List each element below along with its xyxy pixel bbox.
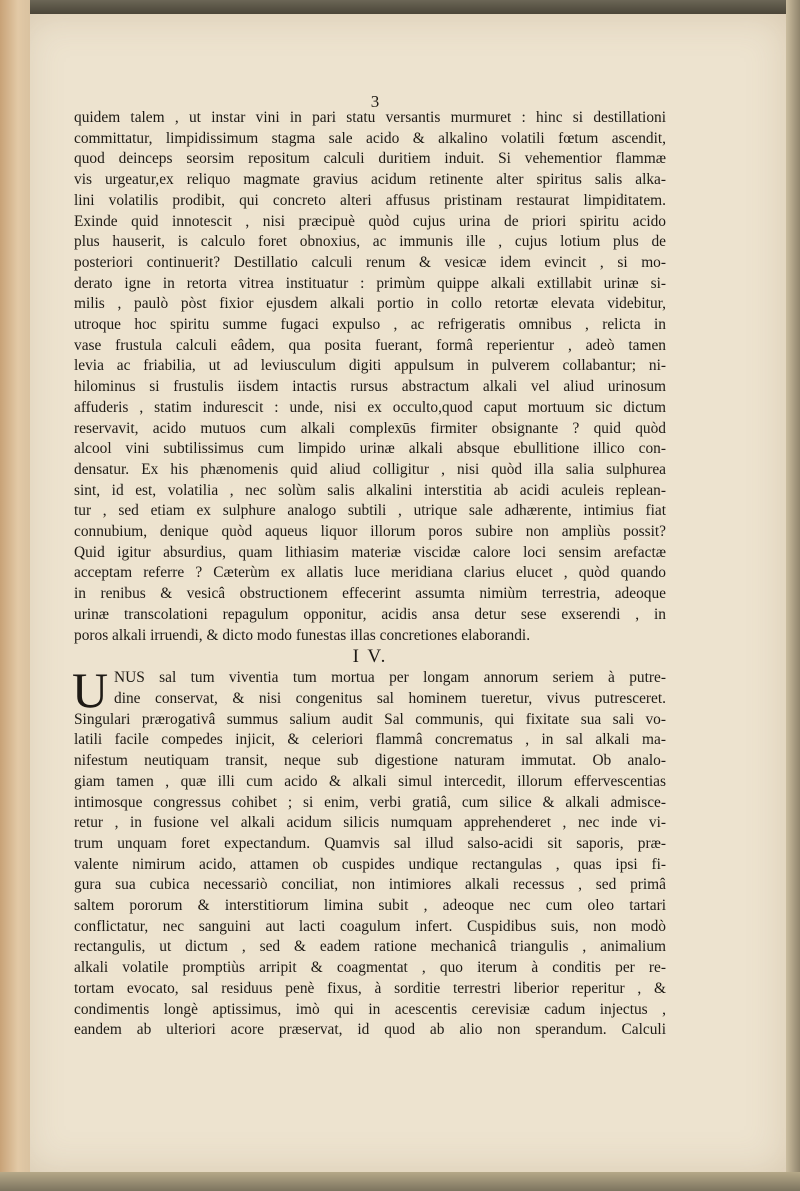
text-line: valente nimirum acido, attamen ob cuspides undique rectangulas , quas ipsi fi- — [74, 855, 666, 873]
page-number: 3 — [370, 92, 380, 111]
text-line: derato igne in retorta vitrea instituatur : primùm quippe alkali extillabit urinæ si- — [74, 274, 666, 292]
text-line: tortam evocato, sal residuus penè fixus, à sorditie terrestri liberior reperitur , & — [74, 979, 666, 997]
text-line: plus hauserit, is calculo foret obnoxius, ac immunis ille , cujus lotium plus de — [74, 233, 666, 251]
text-line: nifestum neutiquam transit, neque sub digestione naturam immutat. Ob analo- — [74, 752, 666, 770]
text-line: quidem talem , ut instar vini in pari statu versantis murmuret : hinc si destillationi — [74, 109, 666, 126]
page-gutter — [0, 0, 30, 1191]
text-line: dine conservat, & nisi congenitus sal hominem tueretur, vivus putresceret. — [114, 689, 666, 707]
text-line: connubium, denique quòd aqueus liquor illorum poros subire non ampliùs possit? — [74, 523, 666, 541]
binding-top — [0, 0, 800, 14]
text-line: rectangulis, ut dictum , sed & eadem ratione mechanicâ triangulis , animalium — [74, 938, 666, 956]
text-line: milis , paulò pòst fixior ejusdem alkali portio in collo retortæ elevata videbitur, — [74, 295, 666, 313]
text-line: quod deinceps seorsim repositum calculi duritiem induit. Si vehementior flammæ — [74, 150, 666, 168]
text-line: giam tamen , quæ illi cum acido & alkali simul intercedit, illorum effervescentias — [74, 772, 666, 790]
text-line: NUS sal tum viventia tum mortua per longam annorum seriem à putre- — [114, 669, 666, 687]
text-line: reservavit, acido mutuos cum alkali complexūs firmiter obsignante ? quid quòd — [74, 419, 666, 437]
text-line: tur , sed etiam ex sulphure analogo subtili , utrique sale adhærente, intimius fiat — [74, 502, 666, 520]
text-line: poros alkali irruendi, & dicto modo funestas illas concretiones elaborandi. — [74, 626, 531, 644]
drop-cap: U — [72, 662, 109, 719]
page-edge-right — [786, 0, 800, 1191]
text-line: levia ac friabilia, ut ad leviusculum digiti appulsum in pulverem collabantur; ni- — [74, 357, 666, 375]
paragraph-2 — [72, 662, 666, 1041]
text-line: Exinde quid innotescit , nisi præcipuè quòd cujus urina de priori spiritu acido — [74, 212, 666, 230]
paragraph-1 — [74, 108, 666, 646]
text-line: in renibus & vesicâ obstructionem effecerint assumta nimiùm terrestria, adeoque — [74, 585, 666, 603]
text-line: vis urgeatur,ex reliquo magmate gravius acidum retinente alter spiritus salis alka- — [74, 171, 666, 189]
text-line: saltem pororum & interstitiorum limina subit , adeoque nec cum oleo tartari — [74, 897, 666, 915]
text-line: committatur, limpidissimum stagma sale acido & alkalino volatili fœtum ascendit, — [74, 129, 666, 147]
text-line: utroque hoc spiritu summe fugaci expulso , ac refrigeratis omnibus , relicta in — [74, 316, 666, 334]
text-line: condimentis longè aptissimus, imò qui in acescentis cerevisiæ cadum injectus , — [74, 1000, 666, 1018]
text-line: sint, id est, volatilia , nec solùm salis alkalini interstitia ab acidi aculeis replean- — [74, 481, 666, 499]
page-text — [72, 92, 666, 1041]
page-edge-bottom — [0, 1172, 800, 1191]
text-line: retur , in fusione vel alkali acidum silicis numquam apprehenderet , nec inde vi- — [74, 814, 666, 832]
text-line: urinæ transcolationi repagulum opponitur, acidis ansa detur sese exserendi , in — [74, 605, 666, 623]
text-line: lini volatilis prodibit, qui concreto alteri affusus pristinam restaurat limpiditatem. — [74, 191, 666, 209]
text-line: conflictatur, nec sanguini aut lacti coagulum infert. Cuspidibus suis, non modò — [74, 917, 666, 935]
text-line: densatur. Ex his phænomenis quid aliud colligitur , nisi quòd illa salia sulphurea — [74, 460, 666, 478]
text-line: hilominus si frustulis iisdem intactis rursus abstractum alkali vel aliud urinosum — [74, 378, 666, 396]
text-line: posteriori continuerit? Destillatio calculi renum & vesicæ idem evincit , si mo- — [74, 253, 666, 271]
text-line: Quid igitur absurdius, quam lithiasim materiæ viscidæ calore loci sensim arefactæ — [74, 543, 666, 561]
text-line: alkali volatile promptiùs arripit & coagmentat , quo iterum à conditis per re- — [74, 959, 666, 977]
text-line: trum unquam foret expectandum. Quamvis sal illud salso-acidi sit saporis, præ- — [74, 834, 666, 852]
text-line: latili facile compedes injicit, & celeriori flammâ concrematus , in sal alkali ma- — [74, 731, 666, 749]
section-heading: I V. — [352, 646, 388, 668]
text-line: eandem ab ulteriori acore præservat, id quod ab alio non sperandum. Calculi — [74, 1021, 666, 1039]
text-line: Singulari prærogativâ summus salium audit Sal communis, qui fixitate sua sali vo- — [74, 710, 666, 728]
text-line: affuderis , statim indurescit : unde, nisi ex occulto,quod caput mortuum sic dictum — [74, 398, 666, 416]
text-line: intimosque congressus cohibet ; si enim, verbi gratiâ, cum silice & alkali admisce- — [74, 793, 666, 811]
text-line: acceptam referre ? Cæterùm ex allatis luce meridiana clarius elucet , quòd quando — [74, 564, 666, 582]
text-line: alcool vini subtilissimus cum limpido urinæ alkali absque ebullitione illico con- — [74, 440, 666, 458]
text-line: vase frustula calculi eâdem, qua posita fuerant, formâ reperientur , adeò tamen — [74, 336, 666, 354]
text-line: gura sua cubica necessariò conciliat, non intimiores alkali recessus , sed primâ — [74, 876, 666, 894]
